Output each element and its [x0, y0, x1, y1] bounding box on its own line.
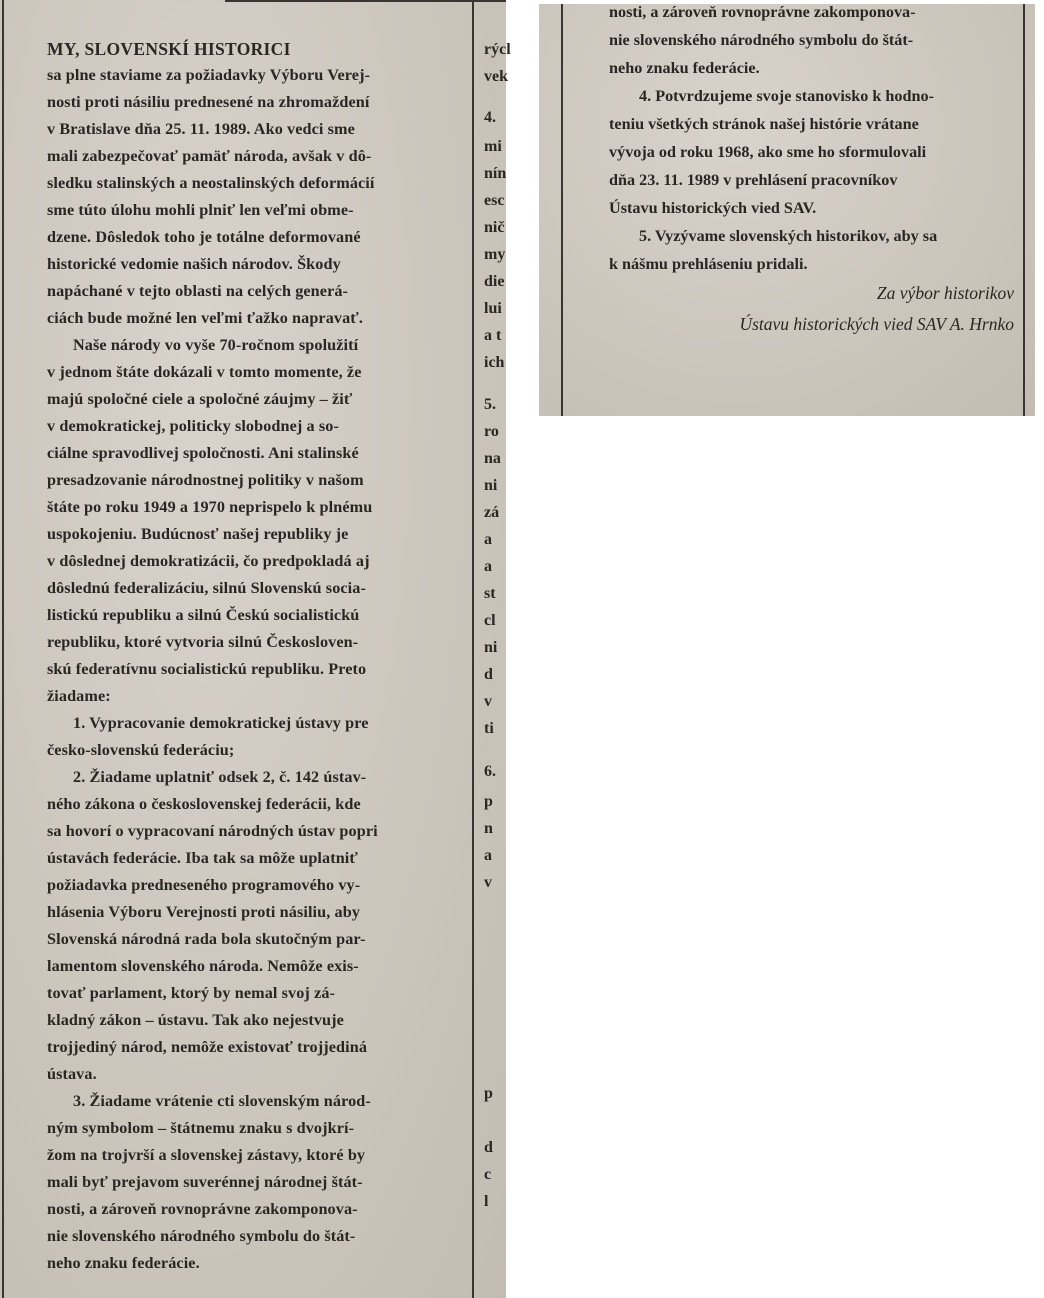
continuation-column	[609, 0, 1014, 340]
text-line: 1. Vypracovanie demokratickej ústavy pre	[73, 714, 369, 732]
fragment-text: a	[484, 558, 492, 575]
fragment-text: a	[484, 531, 492, 548]
text-line: ného zákona o československej federácii, kde	[47, 795, 361, 813]
fragment-text: my	[484, 246, 506, 263]
right-panel-right-rule	[1023, 4, 1025, 416]
text-line: 4. Potvrdzujeme svoje stanovisko k hodno-	[639, 87, 934, 105]
text-line: mali byť prejavom suverénnej národnej štát-	[47, 1173, 363, 1191]
text-line: uspokojeniu. Budúcnosť našej republiky je	[47, 525, 349, 543]
text-line: nie slovenského národného symbolu do štát-	[609, 31, 914, 49]
fragment-text: d	[484, 1139, 493, 1156]
text-line: ciálne spravodlivej spoločnosti. Ani stalinské	[47, 444, 359, 462]
text-line: česko-slovenskú federáciu;	[47, 741, 235, 759]
fragment-text: p	[484, 1085, 493, 1102]
text-line: dňa 23. 11. 1989 v prehlásení pracovníkov	[609, 171, 898, 189]
fragment-text: st	[484, 585, 496, 602]
text-line: sledku stalinských a neostalinských deformácií	[47, 174, 375, 192]
text-line: 3. Žiadame vrátenie cti slovenským národ-	[73, 1092, 371, 1110]
text-line: trojjediný národ, nemôže existovať trojjediná	[47, 1038, 368, 1056]
fragment-text: 4.	[484, 109, 496, 126]
text-line: mali zabezpečovať pamäť národa, avšak v dô-	[47, 147, 372, 165]
fragment-text: vek	[484, 68, 508, 85]
text-line: v dôslednej demokratizácii, čo predpokladá aj	[47, 552, 370, 570]
text-line: ústavách federácie. Iba tak sa môže uplatniť	[47, 849, 358, 867]
fragment-text: ni	[484, 639, 498, 656]
right-newspaper-scan	[539, 4, 1035, 416]
fragment-text: mi	[484, 138, 502, 155]
fragment-text: 5.	[484, 396, 496, 413]
left-column-rule	[2, 0, 4, 1298]
text-line: Naše národy vo vyše 70-ročnom spolužití	[73, 336, 359, 354]
text-line: listickú republiku a silnú Českú socialistickú	[47, 606, 360, 624]
fragment-text: nín	[484, 165, 507, 182]
fragment-text: v	[484, 693, 492, 710]
text-line: nosti, a zároveň rovnoprávne zakomponova-	[609, 3, 916, 21]
fragment-text: 6.	[484, 763, 496, 780]
text-line: 2. Žiadame uplatniť odsek 2, č. 142 ústav-	[73, 768, 367, 786]
fragment-text: zá	[484, 504, 500, 521]
center-column-rule	[472, 0, 474, 1298]
text-line: lamentom slovenského národa. Nemôže exis-	[47, 957, 359, 975]
text-line: v jednom štáte dokázali v tomto momente, že	[47, 363, 362, 381]
text-line: 5. Vyzývame slovenských historikov, aby sa	[639, 227, 938, 245]
text-line: sa hovorí o vypracovaní národných ústav popri	[47, 822, 378, 840]
text-line: vývoja od roku 1968, ako sme ho sformulovali	[609, 143, 927, 161]
fragment-text: d	[484, 666, 493, 683]
fragment-text: a t	[484, 327, 502, 344]
text-line: k nášmu prehláseniu pridali.	[609, 255, 808, 273]
text-line: v Bratislave dňa 25. 11. 1989. Ako vedci sme	[47, 120, 355, 138]
text-line: Ústavu historických vied SAV.	[609, 199, 817, 217]
text-line: hlásenia Výboru Verejnosti proti násiliu, aby	[47, 903, 361, 921]
signature-line: Ústavu historických vied SAV A. Hrnko	[739, 314, 1014, 334]
text-line: žiadame:	[47, 687, 111, 705]
top-rule	[225, 0, 506, 2]
text-line: historické vedomie našich národov. Škody	[47, 255, 341, 273]
fragment-text: nič	[484, 219, 505, 236]
text-line: požiadavka predneseného programového vy-	[47, 876, 361, 894]
fragment-text: cl	[484, 612, 496, 629]
text-line: nosti proti násiliu prednesené na zhromaždení	[47, 93, 370, 111]
text-line: majú spoločné ciele a spoločné záujmy – žiť	[47, 390, 353, 408]
fragment-text: esc	[484, 192, 505, 209]
text-line: republiku, ktoré vytvoria silnú Českosloven-	[47, 633, 359, 651]
text-line: sa plne staviame za požiadavky Výboru Verej-	[47, 66, 371, 84]
fragment-text: p	[484, 793, 493, 810]
fragment-text: l	[484, 1193, 489, 1210]
left-newspaper-scan	[0, 0, 511, 1298]
fragment-text: ti	[484, 720, 494, 737]
fragment-text: c	[484, 1166, 492, 1183]
text-line: neho znaku federácie.	[609, 59, 760, 77]
text-line: neho znaku federácie.	[47, 1254, 200, 1272]
fragment-text: v	[484, 874, 492, 891]
text-line: v demokratickej, politicky slobodnej a so-	[47, 417, 339, 435]
text-line: nie slovenského národného symbolu do štát-	[47, 1227, 356, 1245]
text-line: tovať parlament, ktorý by nemal svoj zá-	[47, 984, 336, 1002]
text-line: žom na trojvrší a slovenskej zástavy, ktoré by	[47, 1146, 366, 1164]
fragment-text: a	[484, 847, 492, 864]
text-line: sme túto úlohu mohli plniť len veľmi obme-	[47, 201, 354, 219]
fragment-text: n	[484, 820, 493, 837]
text-line: skú federatívnu socialistickú republiku. Preto	[47, 660, 367, 678]
fragment-text: rýcl	[484, 41, 511, 58]
fragment-text: ni	[484, 477, 498, 494]
fragment-text: ich	[484, 354, 505, 371]
text-line: presadzovanie národnostnej politiky v našom	[47, 471, 364, 489]
fragment-text: lui	[484, 300, 502, 317]
text-line: dôslednú federalizáciu, silnú Slovenskú socia-	[47, 579, 366, 597]
fragment-text: die	[484, 273, 505, 290]
text-line: ústava.	[47, 1065, 97, 1083]
right-panel-left-rule	[561, 4, 563, 416]
text-line: štáte po roku 1949 a 1970 neprispelo k plnému	[47, 498, 373, 516]
text-line: ciách bude možné len veľmi ťažko napravať.	[47, 309, 363, 327]
text-line: kladný zákon – ústavu. Tak ako nejestvuje	[47, 1011, 344, 1029]
fragment-text: na	[484, 450, 501, 467]
text-line: nosti, a zároveň rovnoprávne zakomponova-	[47, 1200, 358, 1218]
article-headline: MY, SLOVENSKÍ HISTORICI	[47, 39, 291, 59]
text-line: ným symbolom – štátnemu znaku s dvojkrí-	[47, 1119, 355, 1137]
main-article-column	[47, 36, 465, 1277]
text-line: Slovenská národná rada bola skutočným par-	[47, 930, 366, 948]
text-line: teniu všetkých stránok našej histórie vrátane	[609, 115, 919, 133]
text-line: napáchané v tejto oblasti na celých generá-	[47, 282, 349, 300]
text-line: dzene. Dôsledok toho je totálne deformované	[47, 228, 361, 246]
signature-line: Za výbor historikov	[876, 283, 1014, 303]
fragment-text: ro	[484, 423, 499, 440]
